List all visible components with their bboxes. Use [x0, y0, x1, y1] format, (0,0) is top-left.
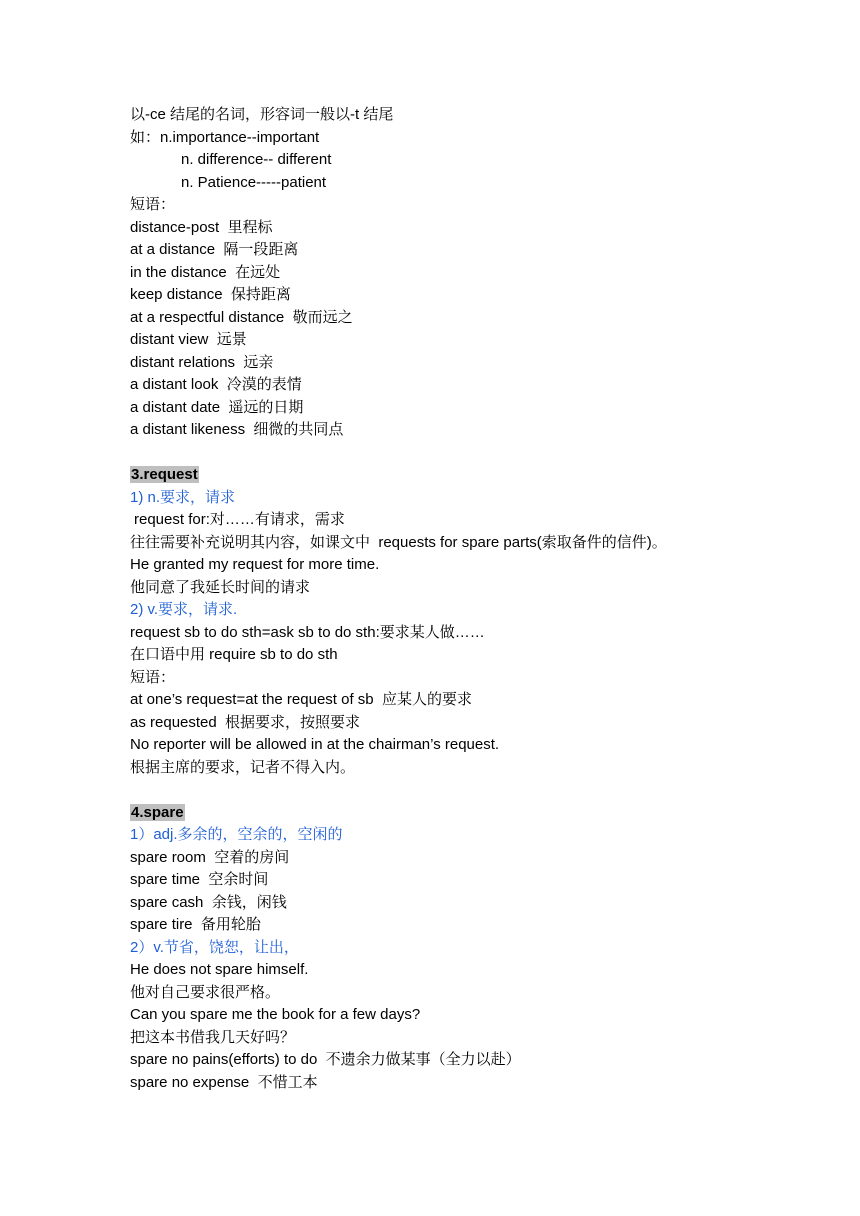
- phrase-line: keep distance 保持距离: [130, 286, 291, 303]
- heading-text: 4.spare: [131, 803, 184, 821]
- definition-line: 往往需要补充说明其内容，如课文中 requests for spare parts(索取备件的信件)。: [130, 533, 667, 551]
- example-translation: 把这本书借我几天好吗？: [130, 1028, 296, 1046]
- phrase-line: spare time 空余时间: [130, 871, 269, 888]
- definition-line: request for:对……有请求，需求: [134, 511, 345, 528]
- example-sentence: Can you spare me the book for a few days?: [130, 1006, 421, 1023]
- phrases-label: 短语：: [130, 668, 176, 686]
- heading-text: 3.request: [131, 466, 198, 483]
- definition-line: request sb to do sth=ask sb to do sth:要求某人做……: [130, 623, 485, 641]
- example-translation: 根据主席的要求，记者不得入内。: [130, 758, 356, 776]
- phrase-line: spare no expense 不惜工本: [130, 1073, 318, 1091]
- sense-verb: 2）v.节省，饶恕，让出，: [130, 938, 299, 956]
- intro-example-line: 如：n.importance--important: [130, 128, 320, 146]
- spacer: [130, 442, 830, 465]
- phrase-line: distant view 远景: [130, 331, 247, 348]
- example-sentence: He granted my request for more time.: [130, 556, 380, 573]
- phrase-line: a distant date 遥远的日期: [130, 398, 304, 416]
- sense-noun: 1) n.要求，请求: [130, 488, 236, 506]
- example-sentence: He does not spare himself.: [130, 961, 309, 978]
- phrase-line: a distant likeness 细微的共同点: [130, 421, 344, 438]
- spacer: [130, 779, 830, 802]
- phrase-line: in the distance 在远处: [130, 263, 281, 281]
- phrases-label: 短语：: [130, 196, 176, 213]
- example-translation: 他同意了我延长时间的请求: [130, 578, 311, 596]
- definition-line: 在口语中用 require sb to do sth: [130, 646, 338, 663]
- intro-line-1: 以-ce 结尾的名词，形容词一般以-t 结尾: [130, 106, 394, 123]
- document-body: [130, 104, 830, 1094]
- intro-example-line: n. Patience-----patient: [181, 173, 327, 191]
- sense-adjective: 1）adj.多余的，空余的，空闲的: [130, 826, 343, 843]
- intro-example-line: n. difference-- different: [181, 151, 332, 168]
- section-heading-request: [130, 464, 830, 487]
- phrase-line: spare no pains(efforts) to do 不遗余力做某事（全力以赴）: [130, 1051, 521, 1068]
- section-heading-spare: [130, 802, 830, 825]
- example-sentence: No reporter will be allowed in at the chairman’s request.: [130, 736, 500, 753]
- phrase-line: spare room 空着的房间: [130, 848, 290, 866]
- phrase-line: a distant look 冷漠的表情: [130, 376, 302, 393]
- example-translation: 他对自己要求很严格。: [130, 983, 281, 1001]
- phrase-line: spare cash 余钱，闲钱: [130, 893, 287, 911]
- phrase-line: at a respectful distance 敬而远之: [130, 308, 353, 326]
- phrase-line: at one’s request=at the request of sb 应某人的要求: [130, 691, 472, 708]
- phrase-line: distant relations 远亲: [130, 353, 274, 371]
- sense-verb: 2) v.要求，请求.: [130, 601, 238, 618]
- phrase-line: as requested 根据要求，按照要求: [130, 713, 361, 731]
- phrase-line: at a distance 隔一段距离: [130, 241, 299, 258]
- phrase-line: distance-post 里程标: [130, 218, 273, 236]
- phrase-line: spare tire 备用轮胎: [130, 916, 261, 933]
